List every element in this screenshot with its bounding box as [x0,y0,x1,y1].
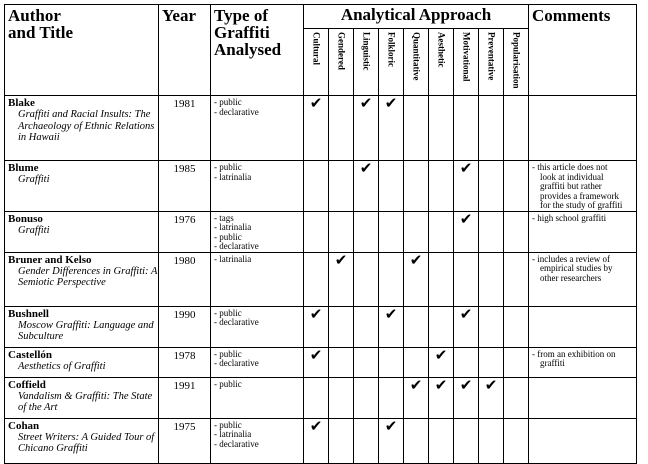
approach-cell-linguistic [354,418,379,463]
approach-cell-folkloric [379,211,404,252]
graffiti-type-cell [211,377,304,418]
comment-line: graffiti [540,358,565,368]
graffiti-type-item: - declarative [214,438,259,449]
header-type-line1: Type of [214,6,268,25]
approach-cell-aesthetic [429,347,454,377]
author-name: Bruner and Kelso [8,253,92,266]
approach-cell-linguistic [354,96,379,161]
comments-cell [529,347,637,377]
approach-cell-cultural [304,96,329,161]
approach-cell-popularisation [504,211,529,252]
comment-line: - this article does not [532,162,608,172]
header-author-title [5,5,159,96]
checkmark-icon: ✔ [334,252,348,269]
approach-cell-motivational [454,252,479,306]
checkmark-icon: ✔ [309,347,323,364]
comments-cell [529,306,637,347]
table-row [5,377,637,418]
approach-cell-cultural [304,347,329,377]
graffiti-type-cell [211,252,304,306]
approach-label: Cultural [311,32,322,66]
approach-label: Popularisation [511,32,522,89]
header-type-line3: Analysed [214,40,282,59]
checkmark-icon: ✔ [459,306,473,323]
table-row [5,211,637,252]
approach-label: Preventative [486,32,497,81]
approach-cell-cultural [304,377,329,418]
approach-label: Quantitative [411,32,422,81]
header-approach-gendered [329,29,354,96]
approach-cell-preventative [479,161,504,212]
approach-cell-gendered [329,161,354,212]
graffiti-type-item: - declarative [214,106,259,117]
graffiti-type-item: - public [214,307,242,318]
approach-cell-linguistic [354,347,379,377]
author-title-cell [5,211,159,252]
approach-cell-popularisation [504,377,529,418]
approach-cell-linguistic [354,306,379,347]
approach-cell-cultural [304,211,329,252]
approach-cell-folkloric [379,96,404,161]
year-cell: 1985 [159,161,211,212]
approach-label: Gendered [336,32,347,70]
approach-cell-quantitative [404,347,429,377]
work-title: Vandalism & Graffiti: The State of the Art [18,390,153,413]
year-cell: 1976 [159,211,211,252]
approach-cell-gendered [329,211,354,252]
approach-cell-preventative [479,347,504,377]
work-title: Gender Differences in Graffiti: A Semiotic Perspective [18,265,158,288]
approach-label: Aesthetic [436,32,447,68]
graffiti-type-item: - latrinalia [214,171,252,182]
approach-cell-quantitative [404,418,429,463]
author-name: Blume [8,162,39,174]
graffiti-type-item: - tags [214,212,234,223]
approach-cell-folkloric [379,377,404,418]
graffiti-type-item: - public [214,419,242,430]
header-type-line2: Graffiti [214,23,270,42]
table-row [5,252,637,306]
work-title: Graffiti and Racial Insults: The Archaeology of Ethnic Relations in Hawaii [18,109,155,143]
approach-cell-folkloric [379,418,404,463]
header-year-label: Year [162,6,196,25]
comments-cell [529,211,637,252]
header-type [211,5,304,96]
approach-cell-popularisation [504,161,529,212]
table-row [5,96,637,161]
approach-cell-motivational [454,347,479,377]
comment-line: - includes a review of [532,253,610,264]
author-title-cell [5,96,159,161]
approach-cell-gendered [329,418,354,463]
approach-cell-quantitative [404,252,429,306]
graffiti-type-item: - public [214,162,242,172]
approach-cell-popularisation [504,96,529,161]
graffiti-type-cell [211,306,304,347]
checkmark-icon: ✔ [384,306,398,323]
approach-cell-linguistic [354,211,379,252]
approach-cell-folkloric [379,347,404,377]
comments-cell [529,252,637,306]
header-analytical-approach [304,5,529,29]
author-name: Castellón [8,348,52,361]
approach-cell-motivational [454,161,479,212]
approach-cell-preventative [479,418,504,463]
checkmark-icon: ✔ [484,377,498,394]
comment-line: - high school graffiti [532,212,607,223]
approach-cell-aesthetic [429,418,454,463]
approach-cell-folkloric [379,161,404,212]
approach-cell-preventative [479,96,504,161]
header-approach-quantitative [404,29,429,96]
approach-cell-cultural [304,161,329,212]
comment-line: look at individual [540,171,604,182]
work-title: Aesthetics of Graffiti [18,360,106,372]
approach-cell-preventative [479,306,504,347]
author-name: Bushnell [8,307,49,320]
checkmark-icon: ✔ [309,96,323,112]
comment-line: - from an exhibition on [532,348,616,359]
checkmark-icon: ✔ [309,306,323,323]
approach-cell-folkloric [379,306,404,347]
approach-cell-aesthetic [429,252,454,306]
checkmark-icon: ✔ [409,252,423,269]
approach-cell-gendered [329,347,354,377]
approach-cell-popularisation [504,347,529,377]
approach-cell-motivational [454,96,479,161]
approach-cell-aesthetic [429,211,454,252]
year-cell: 1980 [159,252,211,306]
approach-cell-linguistic [354,252,379,306]
header-approach-folkloric [379,29,404,96]
year-cell: 1990 [159,306,211,347]
author-name: Blake [8,97,35,109]
comments-cell [529,161,637,212]
graffiti-type-item: - public [214,348,242,359]
approach-cell-aesthetic [429,96,454,161]
author-name: Cohan [8,419,40,432]
approach-label: Linguistic [361,32,372,71]
year-cell: 1981 [159,96,211,161]
comment-line: provides a framework [540,190,619,201]
graffiti-type-item: - public [214,97,242,107]
approach-cell-preventative [479,211,504,252]
graffiti-type-item: - declarative [214,241,259,251]
approach-cell-motivational [454,211,479,252]
graffiti-type-item: - public [214,231,242,242]
comment-line: other researchers [540,272,602,283]
approach-cell-quantitative [404,161,429,212]
header-year [159,5,211,96]
approach-cell-motivational [454,377,479,418]
approach-cell-popularisation [504,252,529,306]
header-comments-label: Comments [532,6,611,25]
header-approach-motivational [454,29,479,96]
graffiti-type-cell [211,96,304,161]
approach-cell-linguistic [354,161,379,212]
author-title-cell [5,161,159,212]
table-row [5,418,637,463]
approach-cell-cultural [304,418,329,463]
approach-cell-linguistic [354,377,379,418]
graffiti-studies-table [4,4,637,464]
checkmark-icon: ✔ [434,377,448,394]
year-cell: 1991 [159,377,211,418]
approach-cell-motivational [454,306,479,347]
approach-cell-popularisation [504,418,529,463]
header-analytical-label: Analytical Approach [340,5,492,24]
checkmark-icon: ✔ [459,211,473,228]
checkmark-icon: ✔ [459,161,473,177]
graffiti-type-cell [211,347,304,377]
header-author-line2: and Title [8,23,74,42]
approach-cell-quantitative [404,211,429,252]
approach-cell-quantitative [404,96,429,161]
work-title: Graffiti [18,174,50,185]
approach-cell-gendered [329,377,354,418]
work-title: Graffiti [18,224,50,236]
checkmark-icon: ✔ [384,418,398,435]
table-row [5,161,637,212]
approach-cell-preventative [479,377,504,418]
table-row [5,306,637,347]
header-comments [529,5,637,96]
year-cell: 1975 [159,418,211,463]
approach-cell-aesthetic [429,377,454,418]
comment-line: graffiti but rather [540,181,602,191]
graffiti-type-item: - declarative [214,358,259,368]
comments-cell [529,96,637,161]
approach-cell-preventative [479,252,504,306]
author-title-cell [5,377,159,418]
author-title-cell [5,418,159,463]
checkmark-icon: ✔ [359,96,373,112]
header-approach-linguistic [354,29,379,96]
approach-cell-motivational [454,418,479,463]
approach-cell-popularisation [504,306,529,347]
graffiti-type-item: - latrinalia [214,222,252,232]
table-row [5,347,637,377]
checkmark-icon: ✔ [384,96,398,112]
approach-cell-quantitative [404,306,429,347]
checkmark-icon: ✔ [359,161,373,177]
author-title-cell [5,252,159,306]
work-title: Street Writers: A Guided Tour of Chicano Graffiti [18,431,155,454]
graffiti-type-item: - latrinalia [214,253,252,264]
work-title: Moscow Graffiti: Language and Subculture [18,319,154,342]
author-title-cell [5,306,159,347]
graffiti-type-item: - latrinalia [214,429,252,439]
checkmark-icon: ✔ [434,347,448,364]
year-cell: 1978 [159,347,211,377]
graffiti-type-item: - public [214,378,242,389]
comment-line: empirical studies by [540,263,613,273]
approach-cell-quantitative [404,377,429,418]
approach-cell-folkloric [379,252,404,306]
approach-cell-aesthetic [429,161,454,212]
approach-label: Motivational [461,32,472,82]
graffiti-type-cell [211,161,304,212]
header-approach-popularisation [504,29,529,96]
approach-cell-aesthetic [429,306,454,347]
approach-cell-cultural [304,306,329,347]
comment-line: for the study of graffiti [540,200,623,210]
header-approach-preventative [479,29,504,96]
approach-cell-cultural [304,252,329,306]
approach-label: Folkloric [386,32,397,67]
graffiti-type-item: - declarative [214,317,259,327]
checkmark-icon: ✔ [309,418,323,435]
approach-cell-gendered [329,306,354,347]
header-approach-aesthetic [429,29,454,96]
author-name: Coffield [8,378,46,391]
checkmark-icon: ✔ [409,377,423,394]
header-author-line1: Author [8,6,61,25]
header-approach-cultural [304,29,329,96]
checkmark-icon: ✔ [459,377,473,394]
author-name: Bonuso [8,212,43,225]
comments-cell [529,418,637,463]
graffiti-type-cell [211,211,304,252]
approach-cell-gendered [329,96,354,161]
graffiti-type-cell [211,418,304,463]
author-title-cell [5,347,159,377]
approach-cell-gendered [329,252,354,306]
comments-cell [529,377,637,418]
